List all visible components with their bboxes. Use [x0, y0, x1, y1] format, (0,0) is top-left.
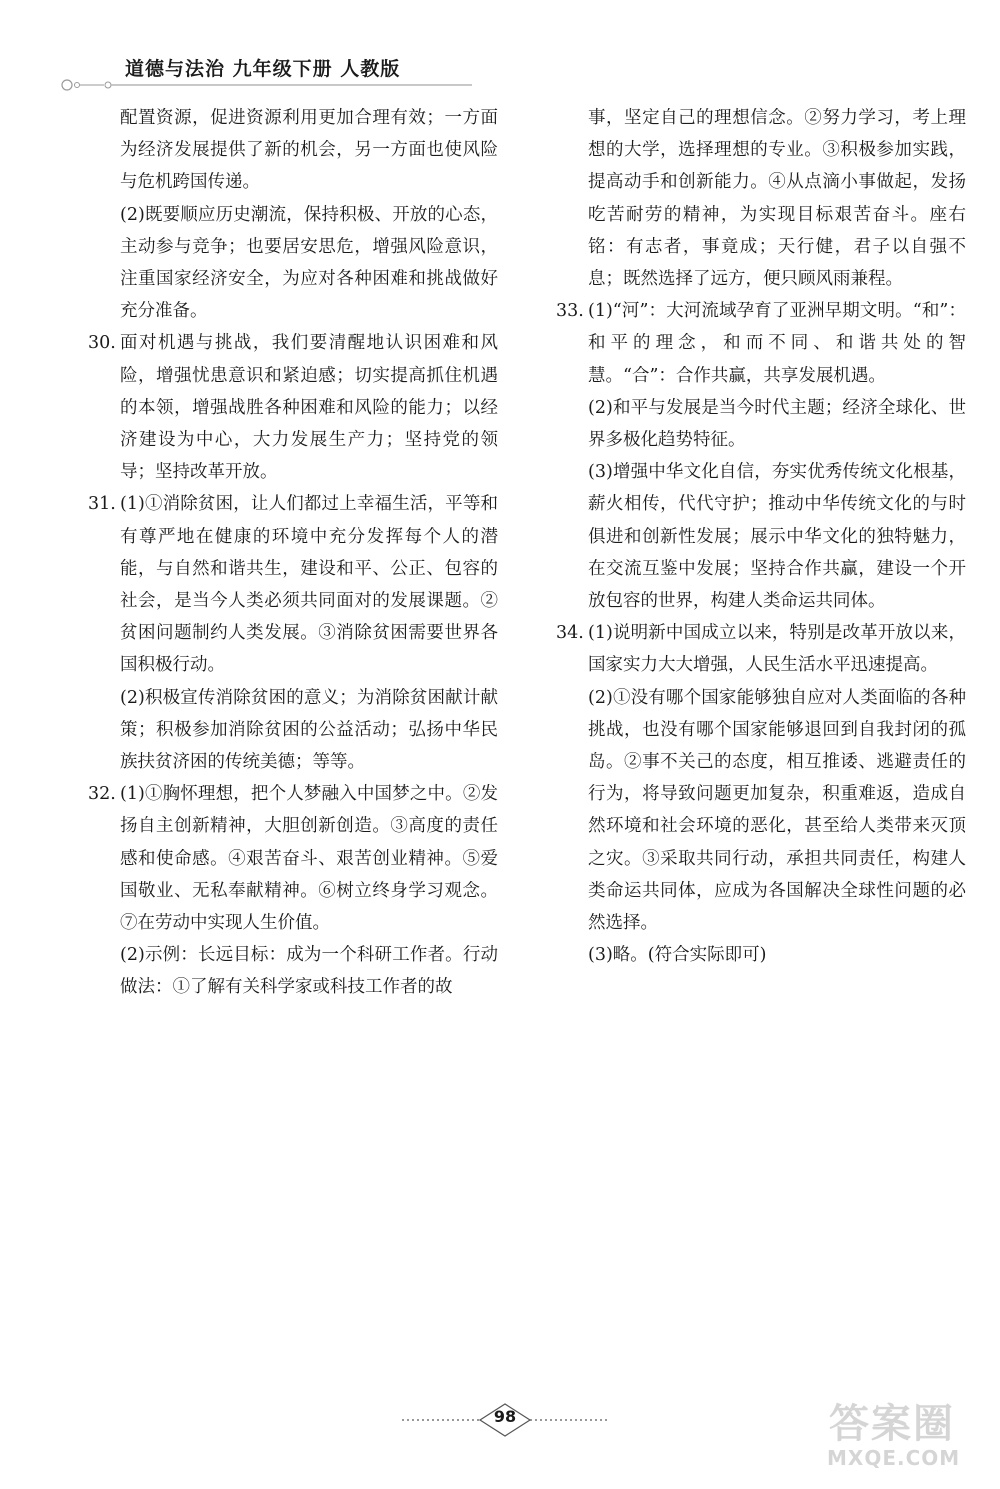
- answer-paragraph: [88, 939, 498, 1003]
- answer-paragraph: [88, 682, 498, 779]
- watermark-url: MXQE.COM: [827, 1446, 961, 1470]
- answer-text: (2)和平与发展是当今时代主题；经济全球化、世界多极化趋势特征。: [588, 397, 966, 451]
- answer-paragraph: [556, 456, 966, 617]
- answer-text: (3)增强中华文化自信，夯实优秀传统文化根基，薪火相传，代代守护；推动中华传统文化的与时俱进和创新性发展；展示中华文化的独特魅力，在交流互鉴中发展；坚持合作共赢，建设一个开放包容的世界，构建人类命运共同体。: [588, 462, 966, 612]
- question-answer: [556, 617, 966, 681]
- question-answer: [556, 295, 966, 392]
- answer-text: (1)①胸怀理想，把个人梦融入中国梦之中。②发扬自主创新精神，大胆创新创造。③高度的责任感和使命感。④艰苦奋斗、艰苦创业精神。⑤爱国敬业、无私奉献精神。⑥树立终身学习观念。⑦在劳动中实现人生价值。: [120, 784, 498, 934]
- question-answer: [88, 327, 498, 488]
- left-column: [88, 102, 498, 1004]
- answer-text: (3)略。(符合实际即可): [588, 945, 767, 966]
- answer-text: (1)说明新中国成立以来，特别是改革开放以来，国家实力大大增强，人民生活水平迅速提高。: [588, 623, 966, 676]
- page-header: [60, 48, 480, 98]
- question-number: 34.: [556, 623, 584, 644]
- answer-paragraph: [556, 392, 966, 456]
- answer-text: 面对机遇与挑战，我们要清醒地认识困难和风险，增强忧患意识和紧迫感；切实提高抓住机遇的本领，增强战胜各种困难和风险的能力；以经济建设为中心，大力发展生产力；坚持党的领导；坚持改革开放。: [120, 333, 498, 483]
- right-column: [556, 102, 966, 971]
- answer-text: 配置资源，促进资源利用更加合理有效；一方面为经济发展提供了新的机会，另一方面也使风险与危机跨国传递。: [120, 108, 498, 193]
- question-answer: [88, 778, 498, 939]
- answer-text: (2)①没有哪个国家能够独自应对人类面临的各种挑战，也没有哪个国家能够退回到自我封闭的孤岛。②事不关己的态度，相互推诿、逃避责任的行为，将导致问题更加复杂，积重难返，造成自然环境和社会环境的恶化，甚至给人类带来灭顶之灾。③采取共同行动，承担共同责任，构建人类命运共同体，应成为各国解决全球性问题的必然选择。: [588, 687, 966, 934]
- answer-paragraph: [556, 939, 966, 971]
- question-number: 33.: [556, 301, 584, 322]
- page-footer: [400, 1400, 610, 1440]
- book-title: 道德与法治 九年级下册 人教版: [125, 58, 401, 80]
- answer-text: (2)示例：长远目标：成为一个科研工作者。行动做法：①了解有关科学家或科技工作者的故: [120, 945, 498, 998]
- answer-paragraph: [556, 682, 966, 940]
- answer-text: (1)“河”：大河流域孕育了亚洲早期文明。“和”：和平的理念，和而不同、和谐共处的智慧。“合”：合作共赢，共享发展机遇。: [588, 301, 966, 386]
- answer-text: 事，坚定自己的理想信念。②努力学习，考上理想的大学，选择理想的专业。③积极参加实践，提高动手和创新能力。④从点滴小事做起，发扬吃苦耐劳的精神，为实现目标艰苦奋斗。座右铭：有志者，事竟成；天行健，君子以自强不息；既然选择了远方，便只顾风雨兼程。: [588, 108, 966, 290]
- watermark-logo: [825, 1392, 995, 1472]
- question-number: 31.: [88, 494, 116, 515]
- watermark-main-text: 答案圈: [829, 1401, 955, 1447]
- answer-paragraph: [88, 102, 498, 199]
- header-rule: [60, 78, 480, 92]
- answer-text: (1)①消除贫困，让人们都过上幸福生活，平等和有尊严地在健康的环境中充分发挥每个人的潜能，与自然和谐共生，建设和平、公正、包容的社会，是当今人类必须共同面对的发展课题。②贫困问题制约人类发展。③消除贫困需要世界各国积极行动。: [120, 494, 498, 676]
- question-answer: [88, 488, 498, 681]
- page-number: 98: [493, 1407, 517, 1426]
- answer-text: (2)积极宣传消除贫困的意义；为消除贫困献计献策；积极参加消除贫困的公益活动；弘扬中华民族扶贫济困的传统美德；等等。: [120, 687, 498, 773]
- question-number: 30.: [88, 333, 116, 354]
- question-number: 32.: [88, 784, 116, 805]
- answer-paragraph: [88, 199, 498, 328]
- answer-paragraph: [556, 102, 966, 295]
- answer-text: (2)既要顺应历史潮流，保持积极、开放的心态，主动参与竞争；也要居安思危，增强风险意识，注重国家经济安全，为应对各种困难和挑战做好充分准备。: [120, 204, 498, 322]
